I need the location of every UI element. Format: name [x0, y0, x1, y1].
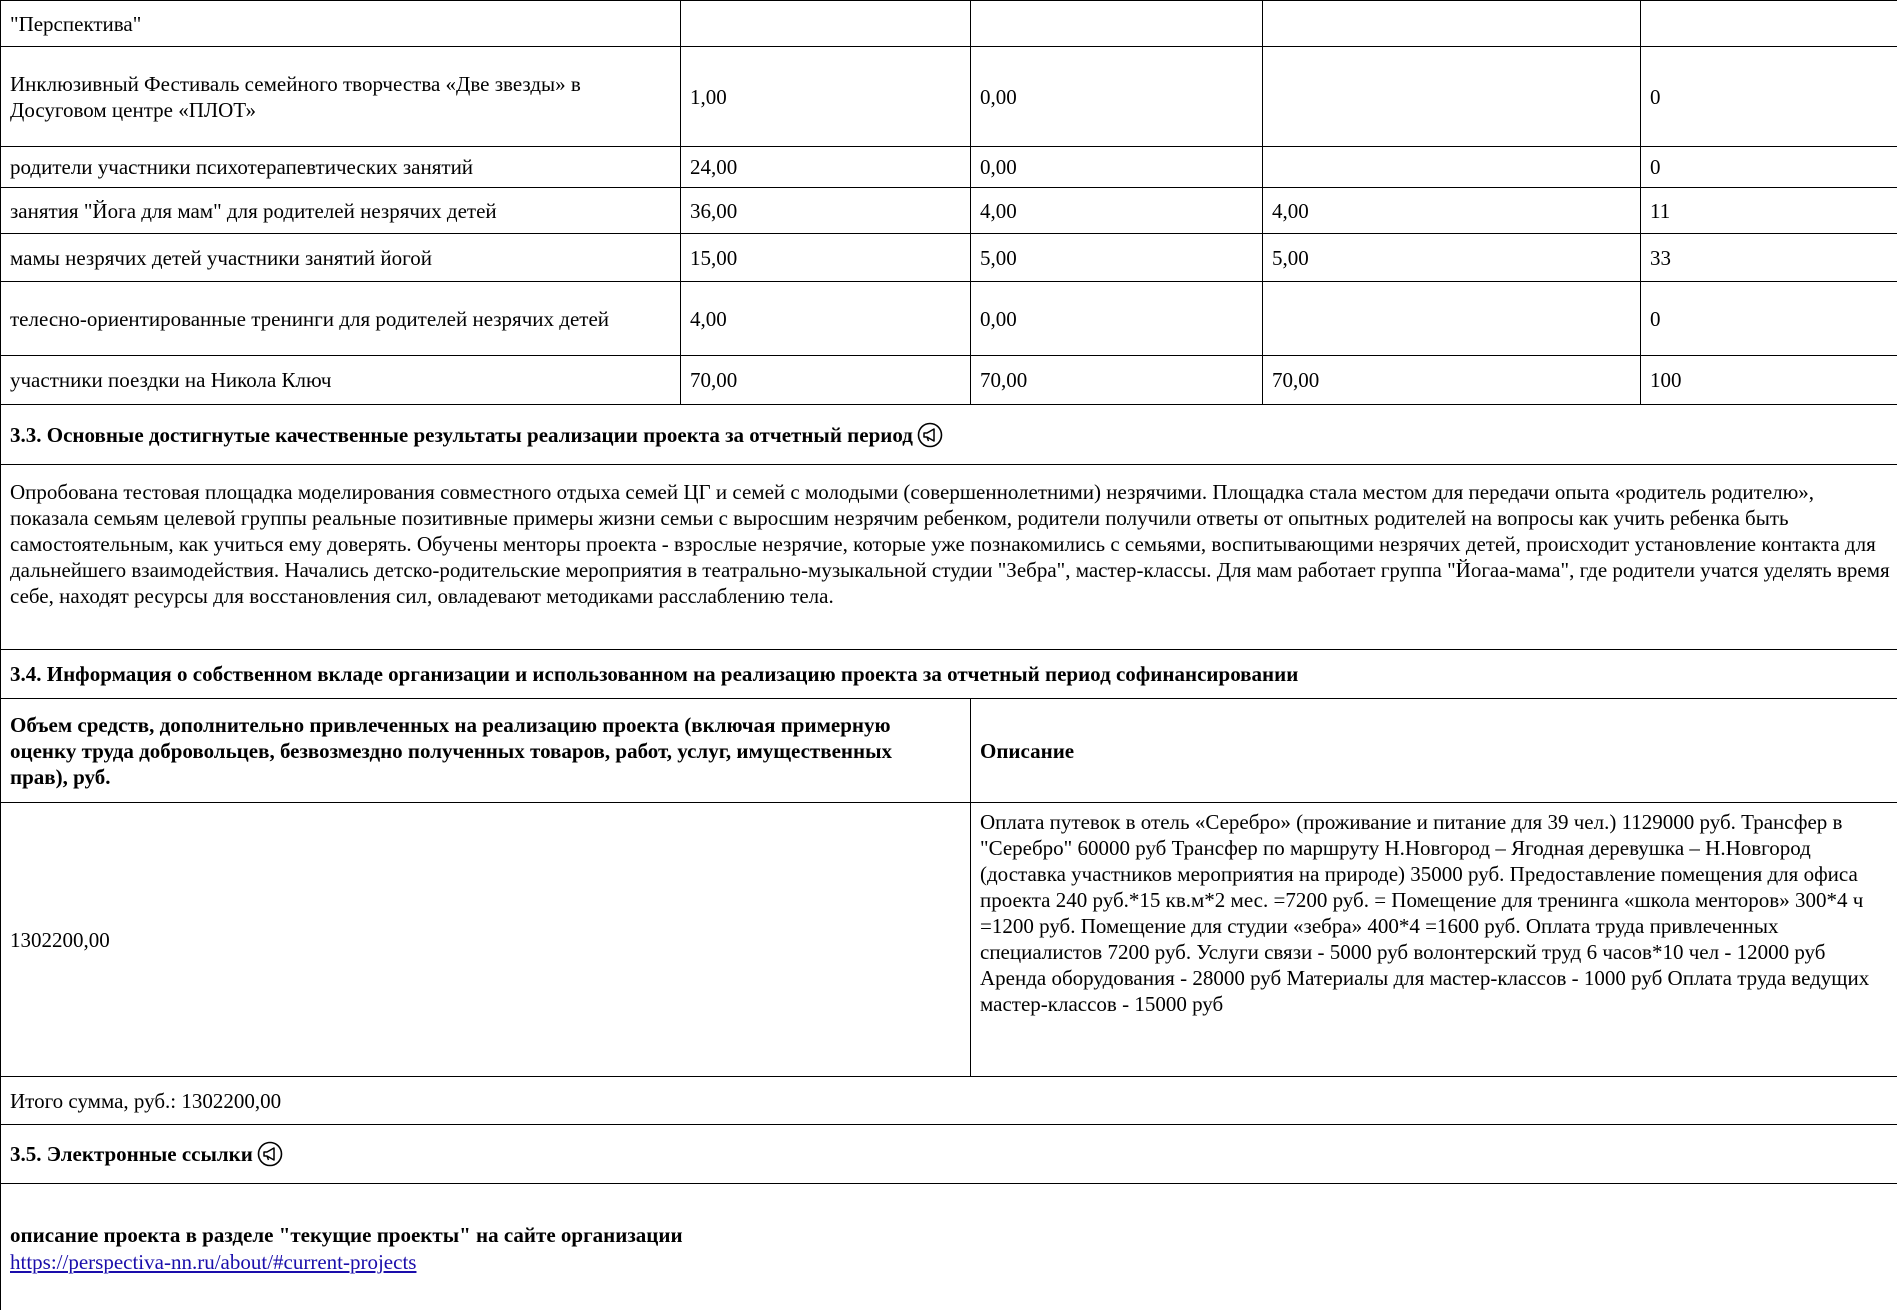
table-cell: 0,00 — [980, 84, 1017, 109]
project-link[interactable]: https://perspectiva-nn.ru/about/#current-projects — [10, 1250, 417, 1274]
table-row-name: родители участники психотерапевтических занятий — [10, 155, 474, 179]
table-cell: 33 — [1650, 245, 1671, 270]
section-3-3-heading — [10, 405, 1890, 464]
table-row-name: занятия "Йога для мам" для родителей незрячих детей — [10, 198, 497, 223]
section-3-5-title: 3.5. Электронные ссылки — [10, 1142, 253, 1166]
link-title: описание проекта в разделе "текущие проекты" на сайте организации — [10, 1223, 683, 1247]
table-cell: 0 — [1650, 84, 1661, 109]
table-cell: 4,00 — [980, 198, 1017, 223]
table-cell: 5,00 — [980, 245, 1017, 270]
table-cell: 1,00 — [690, 84, 727, 109]
table-row-name: телесно-ориентированные тренинги для родителей незрячих детей — [10, 306, 610, 331]
table-cell: 36,00 — [690, 198, 738, 223]
table-cell: 0 — [1650, 155, 1661, 179]
contribution-amount: 1302200,00 — [10, 927, 110, 952]
table-cell: 4,00 — [690, 306, 727, 331]
table-cell — [1272, 47, 1632, 146]
section-3-5-heading — [10, 1125, 1890, 1183]
table-cell: 70,00 — [1272, 368, 1320, 392]
section-3-4-heading: 3.4. Информация о собственном вкладе организации и использованном на реализацию проекта за отчетный период софинансировании — [10, 662, 1299, 686]
table-row-name: Инклюзивный Фестиваль семейного творчества «Две звезды» в Досуговом центре «ПЛОТ» — [10, 71, 581, 122]
table-cell — [1272, 282, 1632, 355]
table-cell: 100 — [1650, 368, 1682, 392]
table-row-name: "Перспектива" — [10, 11, 142, 36]
table-cell — [1272, 1, 1632, 46]
table-cell: 24,00 — [690, 155, 738, 179]
table-cell: 0,00 — [980, 306, 1017, 331]
contribution-description: Оплата путевок в отель «Серебро» (проживание и питание для 39 чел.) 1129000 руб. Трансфер в "Серебро" 60000 руб Трансфер по маршруту Н.Новгород – Ягодная деревушка – Н.Новгород (доставка участников мероприятия на природе) 35000 руб. Предоставление помещения для офиса проекта 240 руб.*15 кв.м*2 мес. =7200 руб. = Помещение для тренинга «школа менторов» 300*4 ч =1200 руб. Помещение для студии «зебра» 400*4 =1600 руб. Оплата труда привлеченных специалистов 7200 руб. Услуги связи - 5000 руб волонтерский труд 6 часов*10 чел - 12000 руб Аренда оборудования - 28000 руб Материалы для мастер-классов - 1000 руб Оплата труда ведущих мастер-классов - 15000 руб — [980, 810, 1870, 1016]
table-cell: 70,00 — [690, 368, 738, 392]
table-cell: 0 — [1650, 306, 1661, 331]
table-cell — [980, 1, 1250, 46]
section-3-3-text: Опробована тестовая площадка моделирования совместного отдыха семей ЦГ и семей с молодыми (совершеннолетними) незрячими. Площадка стала местом для передачи опыта «родитель родителю», показала семьям целевой группы реальные позитивные примеры жизни семьи с выросшим незрячим ребенком, родители получили ответы от опытных родителей на вопросы как учить ребенка быть самостоятельным, как учиться ему доверять. Обучены менторы проекта - взрослые незрячие, которые уже познакомились с семьями, воспитывающими незрячих детей, происходит установление контакта для дальнейшего взаимодействия. Начались детско-родительские мероприятия в театрально-музыкальной студии "Зебра", мастер-классы. Для мам работает группа "Йогаа-мама", где родители учатся уделять время себе, находят ресурсы для восстановления сил, овладевают методиками расслаблению тела. — [10, 480, 1890, 608]
megaphone-icon[interactable] — [917, 422, 943, 448]
table-cell: 11 — [1650, 198, 1671, 223]
section-3-3-title: 3.3. Основные достигнутые качественные результаты реализации проекта за отчетный период — [10, 422, 913, 447]
megaphone-icon[interactable] — [257, 1141, 283, 1167]
total-sum: Итого сумма, руб.: 1302200,00 — [10, 1088, 282, 1113]
table-cell: 5,00 — [1272, 245, 1309, 270]
table-cell: 0,00 — [980, 155, 1017, 179]
description-header: Описание — [980, 738, 1075, 763]
contribution-volume-header: Объем средств, дополнительно привлеченных на реализацию проекта (включая примерную оценку труда добровольцев, безвозмездно полученных товаров, работ, услуг, имущественных прав), руб. — [10, 712, 892, 789]
table-cell: 70,00 — [980, 368, 1028, 392]
table-cell — [1650, 1, 1890, 46]
table-cell — [1272, 147, 1632, 187]
table-cell — [690, 1, 960, 46]
table-row-name: участники поездки на Никола Ключ — [10, 368, 332, 392]
table-cell: 15,00 — [690, 245, 738, 270]
table-row-name: мамы незрячих детей участники занятий йогой — [10, 245, 432, 270]
table-cell: 4,00 — [1272, 198, 1309, 223]
